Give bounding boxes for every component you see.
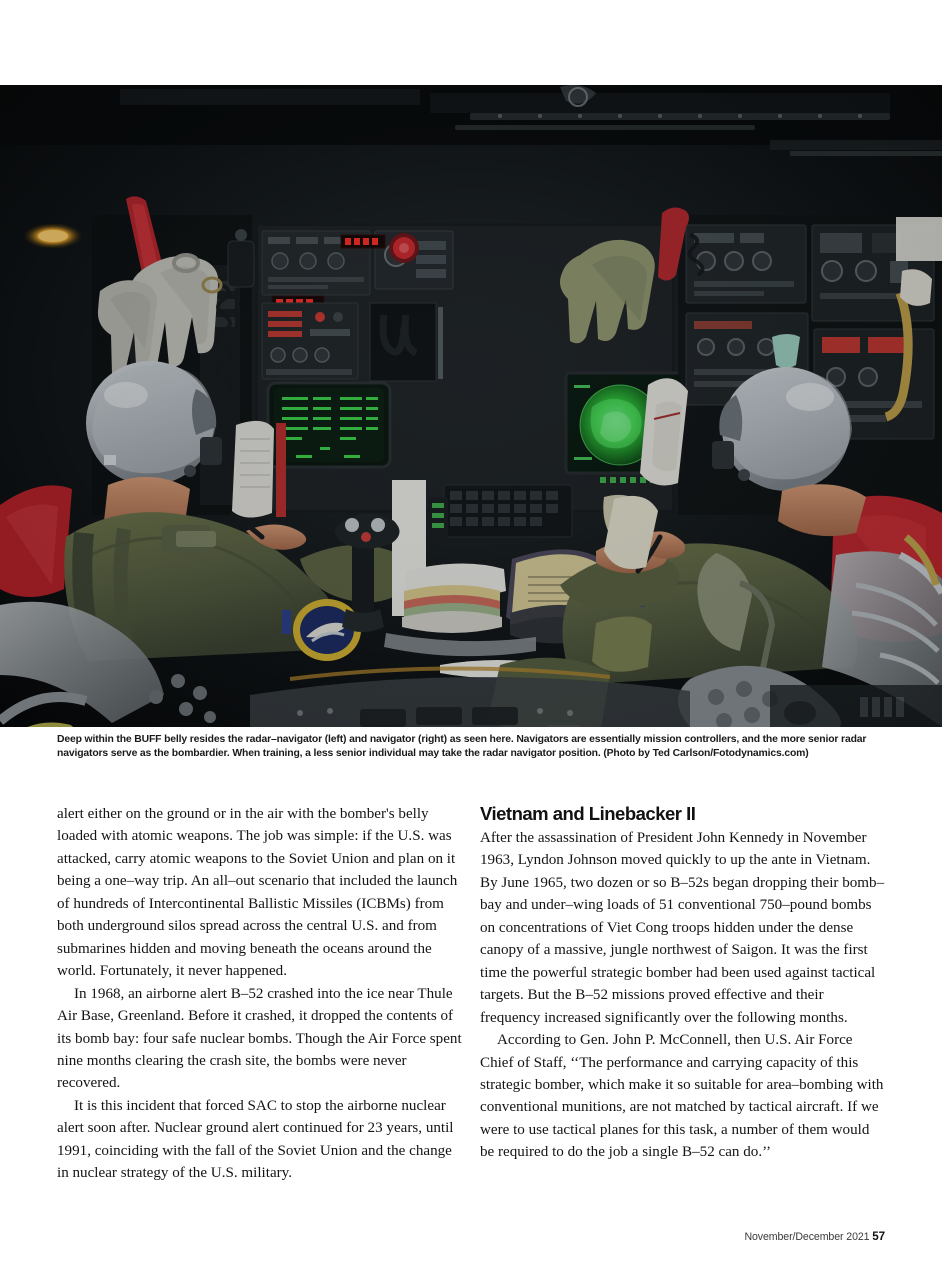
paragraph: After the assassination of President John Kennedy in November 1963, Lyndon Johnson moved quickly to up the ante in Vietnam. By June 1965, two dozen or so B–52s began dropping their bomb–bay and under–wing loads of 51 conventional 750–pound bombs on concentrations of Viet Cong troops hidden under the dense canopy of a massive, jungle northwest of Saigon. It was the first time the powerful strategic bomber had been used against tactical targets. But the B–52 missions proved effective and their frequency increased significantly over the following months. [480,830,885,1026]
paragraph: In 1968, an airborne alert B–52 crashed into the ice near Thule Air Base, Greenland. Before it crashed, it dropped the contents of its bomb bay: four safe nuclear bombs. Though the Air Force spent nine months clearing the crash site, the bombs were never recovered. [57,985,462,1092]
right-column-text [480,827,885,1164]
cockpit-photograph [0,85,942,727]
paragraph: It is this incident that forced SAC to stop the airborne nuclear alert soon after. Nuclear ground alert continued for 23 years, until 1991, coinciding with the fall of the Soviet Union and the change in nuclear strategy of the U.S. military. [57,1097,454,1182]
issue-date: November/December 2021 [744,1231,870,1243]
photo-caption: Deep within the BUFF belly resides the radar–navigator (left) and navigator (right) as seen here. Navigators are essentially mission controllers, and the more senior radar navigators serve as the bombardier. When training, a less senior individual may take the radar navigator position. (Photo by Ted Carlson/Fotodynamics.com) [57,734,867,760]
page-footer [744,1230,885,1243]
paragraph: According to Gen. John P. McConnell, then U.S. Air Force Chief of Staff, ‘‘The performance and carrying capacity of this strategic bomber, which make it so suitable for area–bombing with conventional munitions, are not matched by tactical aircraft. If we were to use tactical planes for this task, a number of them would be required to do the job a single B–52 can do.’’ [480,1032,884,1161]
left-column-text [57,803,462,1185]
section-heading: Vietnam and Linebacker II [480,803,696,824]
article-body [57,803,885,1185]
paragraph: alert either on the ground or in the air with the bomber's belly loaded with atomic weapons. The job was simple: if the U.S. was attacked, carry atomic weapons to the Soviet Union and plan on it being a one–way trip. An all–out scenario that included the launch of hundreds of Intercontinental Ballistic Missiles (ICBMs) from both underground silos spread across the central U.S. and from submarines hidden and moving beneath the oceans around the world. Fortunately, it never happened. [57,806,458,980]
column-left [57,803,462,1185]
page-number: 57 [872,1230,885,1243]
column-right [480,803,885,1185]
photo-illustration [0,85,942,727]
